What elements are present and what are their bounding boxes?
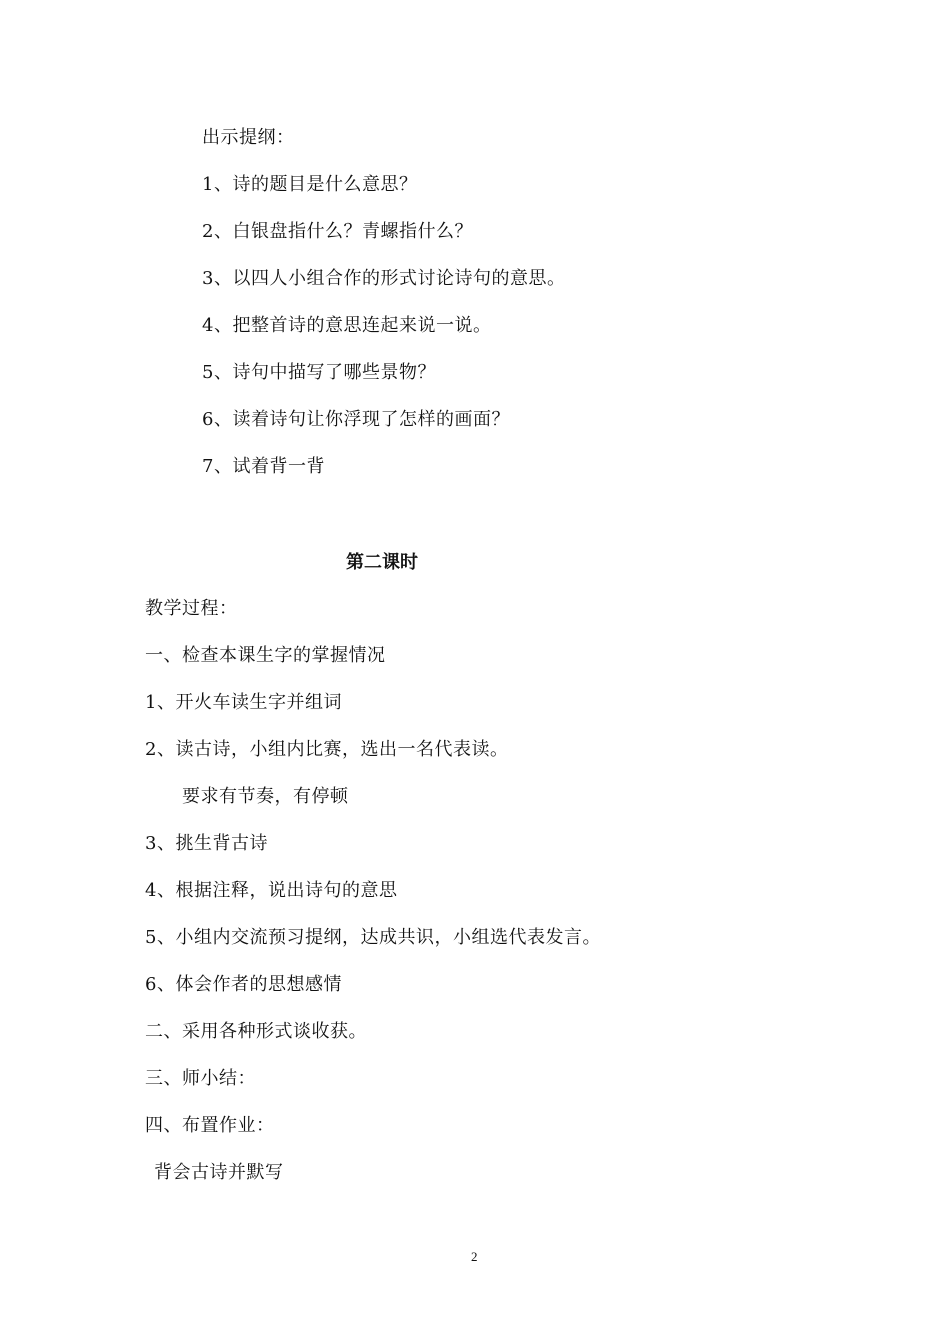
- page-number: 2: [471, 1249, 478, 1264]
- outline-item-4: 4、把整首诗的意思连起来说一说。: [202, 315, 492, 336]
- outline-item-2: 2、白银盘指什么？青螺指什么？: [202, 221, 473, 242]
- lesson-heading: 第二课时: [346, 552, 418, 573]
- outline-item-3: 3、以四人小组合作的形式讨论诗句的意思。: [202, 268, 566, 289]
- step-5: 5、小组内交流预习提纲，达成共识，小组选代表发言。: [145, 927, 601, 948]
- step-2: 2、读古诗，小组内比赛，选出一名代表读。: [145, 739, 509, 760]
- homework-line: 背会古诗并默写: [154, 1162, 284, 1183]
- outline-item-1: 1、诗的题目是什么意思？: [202, 174, 418, 195]
- step-1: 1、开火车读生字并组词: [145, 692, 342, 713]
- section-4: 四、布置作业：: [145, 1115, 275, 1136]
- outline-title: 出示提纲：: [202, 127, 295, 148]
- section-3: 三、师小结：: [145, 1068, 256, 1089]
- outline-item-7: 7、试着背一背: [202, 456, 325, 477]
- step-6: 6、体会作者的思想感情: [145, 974, 342, 995]
- step-3: 3、挑生背古诗: [145, 833, 268, 854]
- outline-item-5: 5、诗句中描写了哪些景物？: [202, 362, 436, 383]
- outline-item-6: 6、读着诗句让你浮现了怎样的画面？: [202, 409, 510, 430]
- process-label: 教学过程：: [145, 598, 238, 619]
- section-1: 一、检查本课生字的掌握情况: [145, 645, 386, 666]
- step-2-note: 要求有节奏，有停顿: [182, 786, 349, 807]
- step-4: 4、根据注释，说出诗句的意思: [145, 880, 398, 901]
- section-2: 二、采用各种形式谈收获。: [145, 1021, 367, 1042]
